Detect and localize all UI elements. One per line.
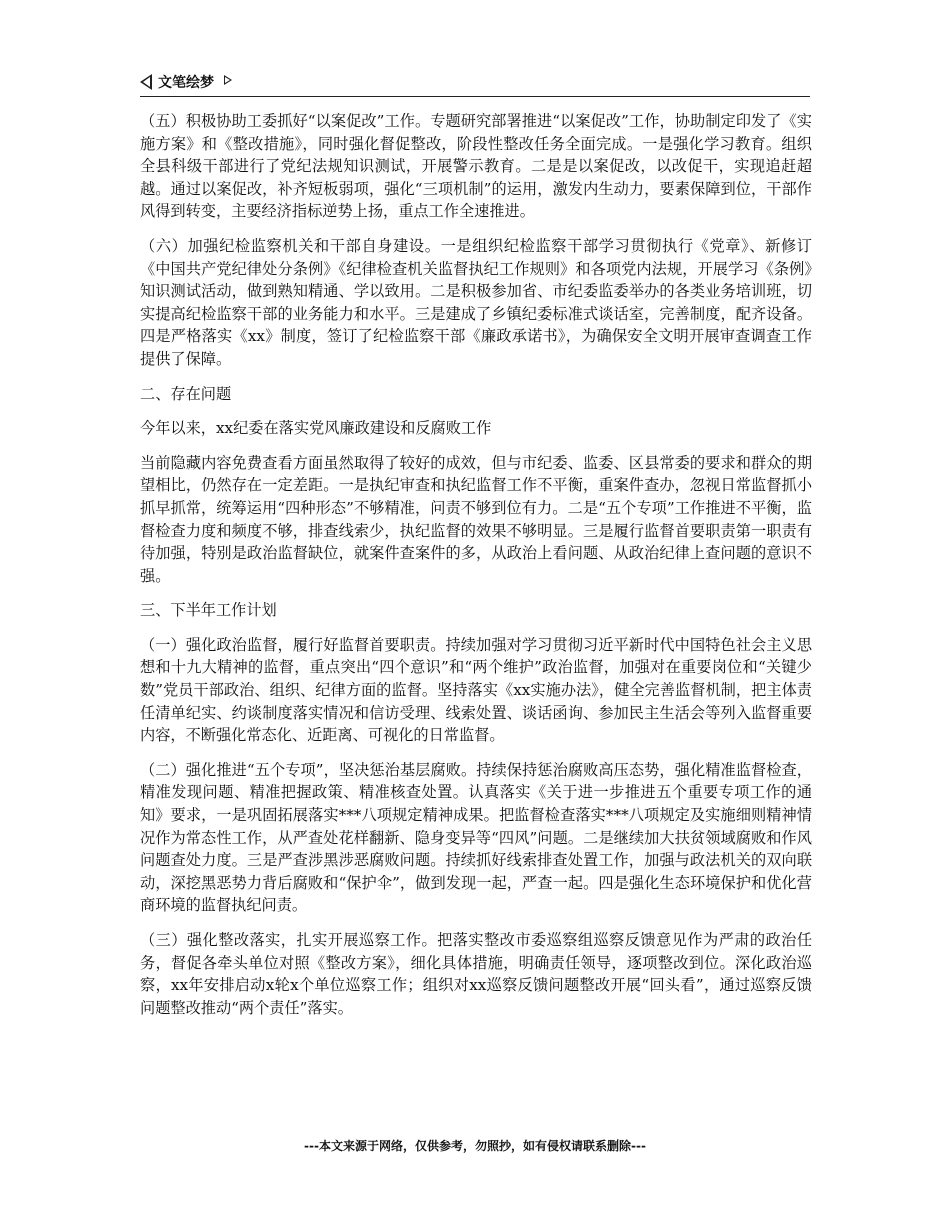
section-heading-plan: 三、下半年工作计划 — [140, 601, 277, 620]
section-heading-problems: 二、存在问题 — [140, 384, 232, 403]
document-body — [140, 110, 812, 1031]
paragraph-plan-1: （一）强化政治监督，履行好监督首要职责。持续加强对学习贯彻习近平新时代中国特色社会主义思想和十九大精神的监督，重点突出“四个意识”和“两个维护”政治监督，加强对在重要岗位和“关键少数”党员干部政治、组织、纪律方面的监督。坚持落实《xx实施办法》，健全完善监督机制，把主体责任清单纪实、约谈制度落实情况和信访受理、线索处置、谈话函询、参加民主生活会等列入监督重要内容，不断强化常态化、近距离、可视化的日常监督。 — [140, 635, 812, 745]
triangle-right-icon — [224, 75, 232, 85]
page-header — [140, 70, 810, 97]
paragraph-problems: 当前隐藏内容免费查看方面虽然取得了较好的成效，但与市纪委、监委、区县常委的要求和群众的期望相比，仍然存在一定差距。一是执纪审查和执纪监督工作不平衡，重案件查办，忽视日常监督抓小抓早抓常，统筹运用“四种形态”不够精准，问责不够到位有力。二是“五个专项”工作推进不平衡，监督检查力度和频度不够，排查线索少，执纪监督的效果不够明显。三是履行监督首要职责第一职责有待加强，特别是政治监督缺位，就案件查案件的多，从政治上看问题、从政治纪律上查问题的意识不强。 — [140, 453, 812, 585]
paragraph-intro: 今年以来，xx纪委在落实党风廉政建设和反腐败工作 — [140, 419, 492, 438]
paragraph-5: （五）积极协助工委抓好“以案促改”工作。专题研究部署推进“以案促改”工作，协助制定印发了《实施方案》和《整改措施》，同时强化督促整改，阶段性整改任务全面完成。一是强化学习教育。组织全县科级干部进行了党纪法规知识测试，开展警示教育。二是是以案促改，以改促干，实现追赶超越。通过以案促改，补齐短板弱项，强化“三项机制”的运用，激发内生动力，要素保障到位，干部作风得到转变，主要经济指标逆势上扬，重点工作全速推进。 — [140, 112, 812, 221]
page-footer: ---本文来源于网络，仅供参考，勿照抄，如有侵权请联系删除--- — [304, 1139, 646, 1153]
brand-name: 文笔绘梦 — [158, 75, 214, 91]
paragraph-plan-2: （二）强化推进“五个专项”，坚决惩治基层腐败。持续保持惩治腐败高压态势，强化精准监督检查，精准发现问题、精准把握政策、精准核查处置。认真落实《关于进一步推进五个重要专项工作的通知》要求，一是巩固拓展落实***八项规定精神成果。把监督检查落实***八项规定及实施细则精神情况作为常态性工作，从严查处花样翻新、隐身变异等“四风”问题。二是继续加大扶贫领域腐败和作风问题查处力度。三是严查涉黑涉恶腐败问题。持续抓好线索排查处置工作，加强与政法机关的双向联动，深挖黑恶势力背后腐败和“保护伞”，做到发现一起，严查一起。四是强化生态环境保护和优化营商环境的监督执纪问责。 — [140, 760, 812, 915]
paragraph-6: （六）加强纪检监察机关和干部自身建设。一是组织纪检监察干部学习贯彻执行《党章》、新修订《中国共产党纪律处分条例》《纪律检查机关监督执纪工作规则》和各项党内法规，开展学习《条例》知识测试活动，做到熟知精通、学以致用。二是积极参加省、市纪委监委举办的各类业务培训班，切实提高纪检监察干部的业务能力和水平。三是建成了乡镇纪委标准式谈话室，完善制度，配齐设备。四是严格落实《xx》制度，签订了纪检监察干部《廉政承诺书》，为确保安全文明开展审查调查工作提供了保障。 — [140, 236, 812, 368]
brand — [140, 72, 232, 92]
triangle-left-icon — [140, 74, 152, 90]
paragraph-plan-3: （三）强化整改落实，扎实开展巡察工作。把落实整改市委巡察组巡察反馈意见作为严肃的政治任务，督促各牵头单位对照《整改方案》，细化具体措施，明确责任领导，逐项整改到位。深化政治巡察，xx年安排启动x轮x个单位巡察工作；组织对xx巡察反馈问题整改开展“回头看”，通过巡察反馈问题整改推动“两个责任”落实。 — [140, 931, 812, 1017]
